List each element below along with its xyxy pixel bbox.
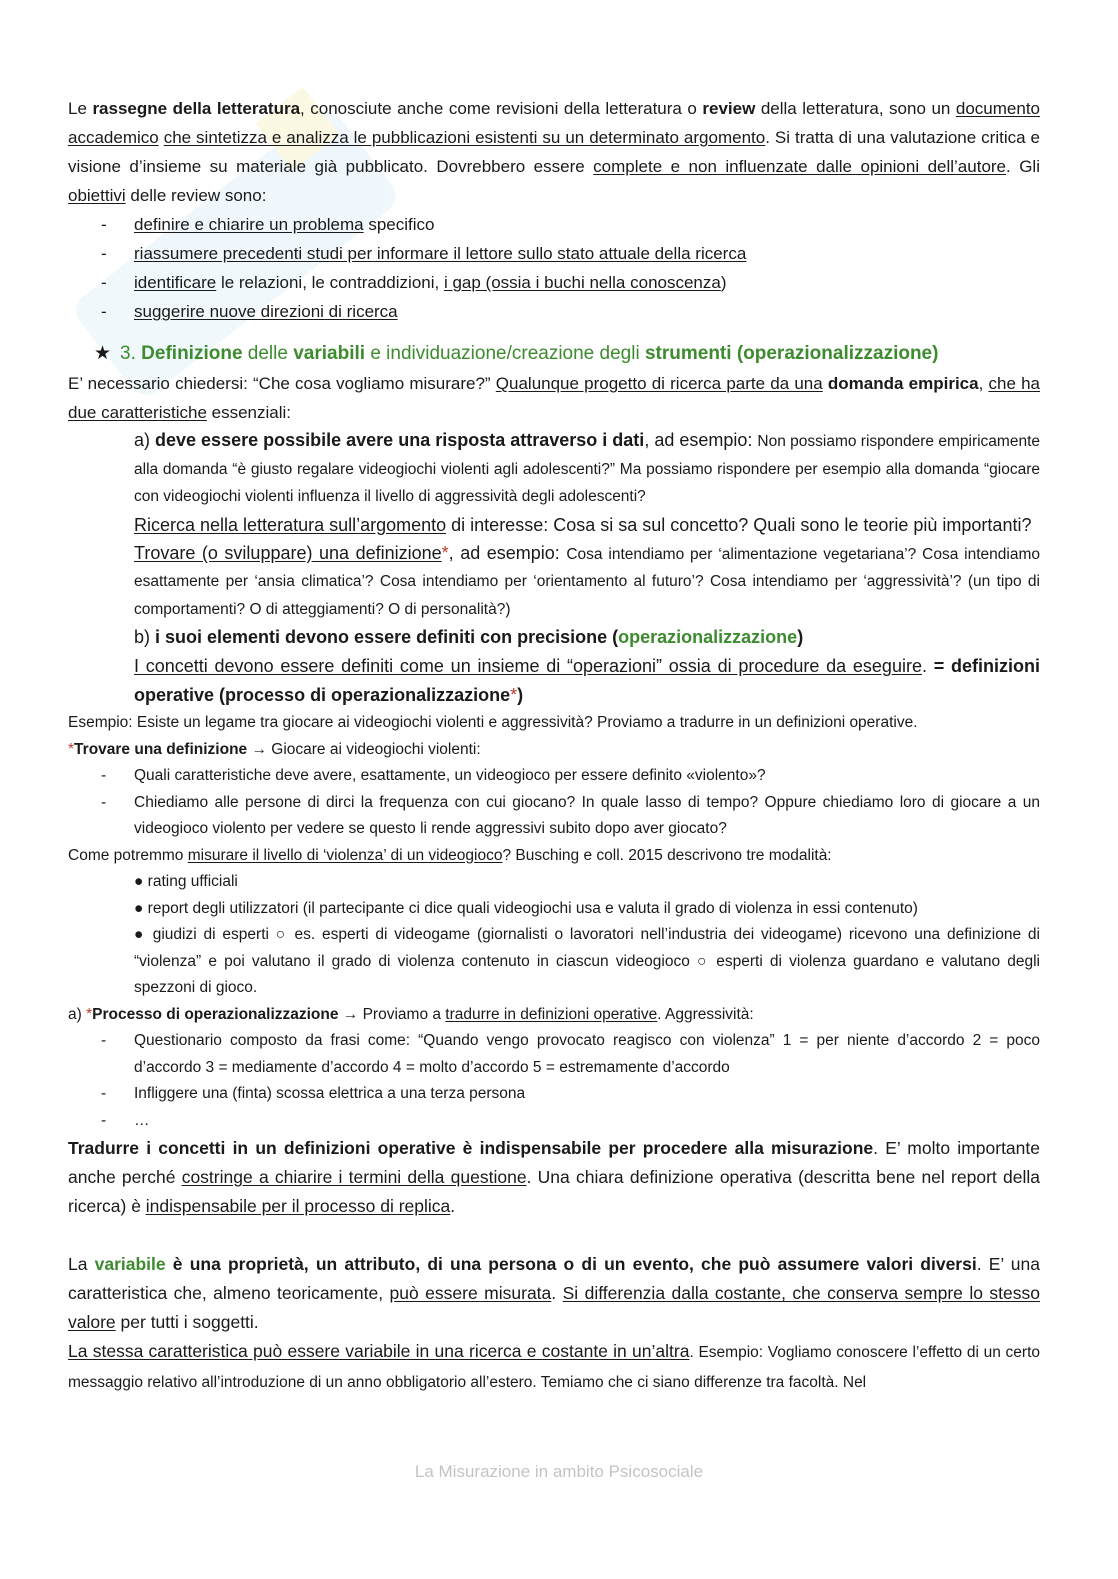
variable-paragraph: La variabile è una proprietà, un attributo, di una persona o di un evento, che può assumere valori diversi. E’ una caratteristica che, almeno teoricamente, può essere misurata. Si differenzia dalla costante, che conserva sempre lo stesso valore per tutti i soggetti. La stessa caratteristica può essere variabile in una ricerca e costante in un’altra. Esempio: Vogliamo conoscere l’effetto di un certo messaggio relativo all’introduzione di un anno obbligatorio all’estero. Temiamo che ci siano differenze tra facoltà. Nel [68, 1254, 1041, 1391]
list-item: ● rating ufficiali [134, 873, 238, 890]
review-goals-list [68, 210, 1040, 326]
example-line: Esempio: Esiste un legame tra giocare ai videogiochi violenti e aggressività? Proviamo a tradurre in un definizioni operative. [68, 714, 918, 731]
process-title: a) *Processo di operazionalizzazione → Proviamo a tradurre in definizioni operative. Aggressività: [68, 1005, 754, 1023]
list-item: - Questionario composto da frasi come: “Quando vengo provocato reagisco con violenza” 1 = per niente d’accordo 2 = poco d’accordo 3 = mediamente d’accordo 4 = molto d’accordo 5 = estremamente d’accordo [68, 1028, 1040, 1081]
list-item: - riassumere precedenti studi per informare il lettore sullo stato attuale della ricerca [68, 239, 1040, 268]
list-item: - definire e chiarire un problema specifico [68, 210, 1040, 239]
empirical-question-paragraph: E’ necessario chiedersi: “Che cosa vogliamo misurare?” Qualunque progetto di ricerca parte da una domanda empirica, che ha due caratteristiche essenziali: [68, 374, 1041, 422]
measure-line: Come potremmo misurare il livello di ‘violenza’ di un videogioco? Busching e coll. 2015 descrivono tre modalità: [68, 846, 832, 864]
list-item: - Chiediamo alle persone di dirci la frequenza con cui giocano? In quale lasso di tempo? Oppure chiediamo loro di giocare a un videogioco violento per vedere se questo li rende aggressivi subito dopo aver giocato? [68, 790, 1040, 843]
measure-bullets [68, 869, 1040, 1002]
list-item: - suggerire nuove direzioni di ricerca [68, 297, 1040, 326]
list-item: - identificare le relazioni, le contraddizioni, i gap (ossia i buchi nella conoscenza) [68, 268, 1040, 297]
literature-review-paragraph: Le rassegne della letteratura, conosciute anche come revisioni della letteratura o review della letteratura, sono un documento accademico che sintetizza e analizza le pubblicazioni esistenti su un determinato argomento. Si tratta di una valutazione critica e visione d’insieme su materiale già pubblicato. Dovrebbero essere complete e non influenzate dalle opinioni dell’autore. Gli obiettivi delle review sono: [68, 99, 1041, 205]
section-heading: ★ 3. Definizione delle variabili e individuazione/creazione degli strumenti (operazionalizzazione) [94, 343, 939, 364]
characteristic-a: a) deve essere possibile avere una risposta attraverso i dati, ad esempio: Non possiamo rispondere empiricamente alla domanda “è giusto regalare videogiochi violenti agli adolescenti?” Ma possiamo rispondere per esempio alla domanda “giocare con videogiochi violenti influenza il livello di aggressività degli adolescenti? Ricerca nella letteratura sull’argomento di interesse: Cosa si sa sul concetto? Quali sono le teorie più importanti? Trovare (o sviluppare) una definizione*, ad esempio: Cosa intendiamo per ‘alimentazione vegetariana’? Cosa intendiamo esattamente per ‘ansia climatica’? Cosa intendiamo per ‘orientamento al futuro’? Cosa intendiamo per ‘aggressività’? (un tipo di comportamenti? O di atteggiamenti? O di personalità?) [134, 430, 1041, 618]
document-page [68, 94, 1040, 1397]
definition-title: *Trovare una definizione → Giocare ai videogiochi violenti: [68, 740, 481, 758]
operational-definitions-paragraph: Tradurre i concetti in un definizioni operative è indispensabile per procedere alla misurazione. E’ molto importante anche perché costringe a chiarire i termini della questione. Una chiara definizione operativa (descritta bene nel report della ricerca) è indispensabile per il processo di replica. [68, 1138, 1040, 1216]
page-footer: La Misurazione in ambito Psicosociale [414, 1462, 704, 1481]
list-item: - Quali caratteristiche deve avere, esattamente, un videogioco per essere definito «violento»? [68, 763, 1040, 790]
star-icon: ★ [94, 343, 112, 364]
list-item: - … [68, 1108, 1040, 1135]
definition-list [68, 763, 1040, 843]
list-item: ● report degli utilizzatori (il partecipante ci dice quali videogiochi usa e valuta il grado di violenza in essi contenuto) [134, 899, 918, 917]
characteristic-b: b) i suoi elementi devono essere definiti con precisione (operazionalizzazione) I concetti devono essere definiti come un insieme di “operazioni” ossia di procedure da eseguire. = definizioni operative (processo di operazionalizzazione*) [134, 627, 1040, 705]
process-list [68, 1028, 1040, 1134]
list-item: ● giudizi di esperti ○ es. esperti di videogame (giornalisti o lavoratori nell’industria dei videogame) ricevono una definizione di “violenza” e poi valutano il grado di violenza contenuto in ciascun videogioco ○ esperti di violenza guardano e valutano degli spezzoni di gioco. [134, 926, 1040, 996]
list-item: - Infliggere una (finta) scossa elettrica a una terza persona [68, 1081, 1040, 1108]
